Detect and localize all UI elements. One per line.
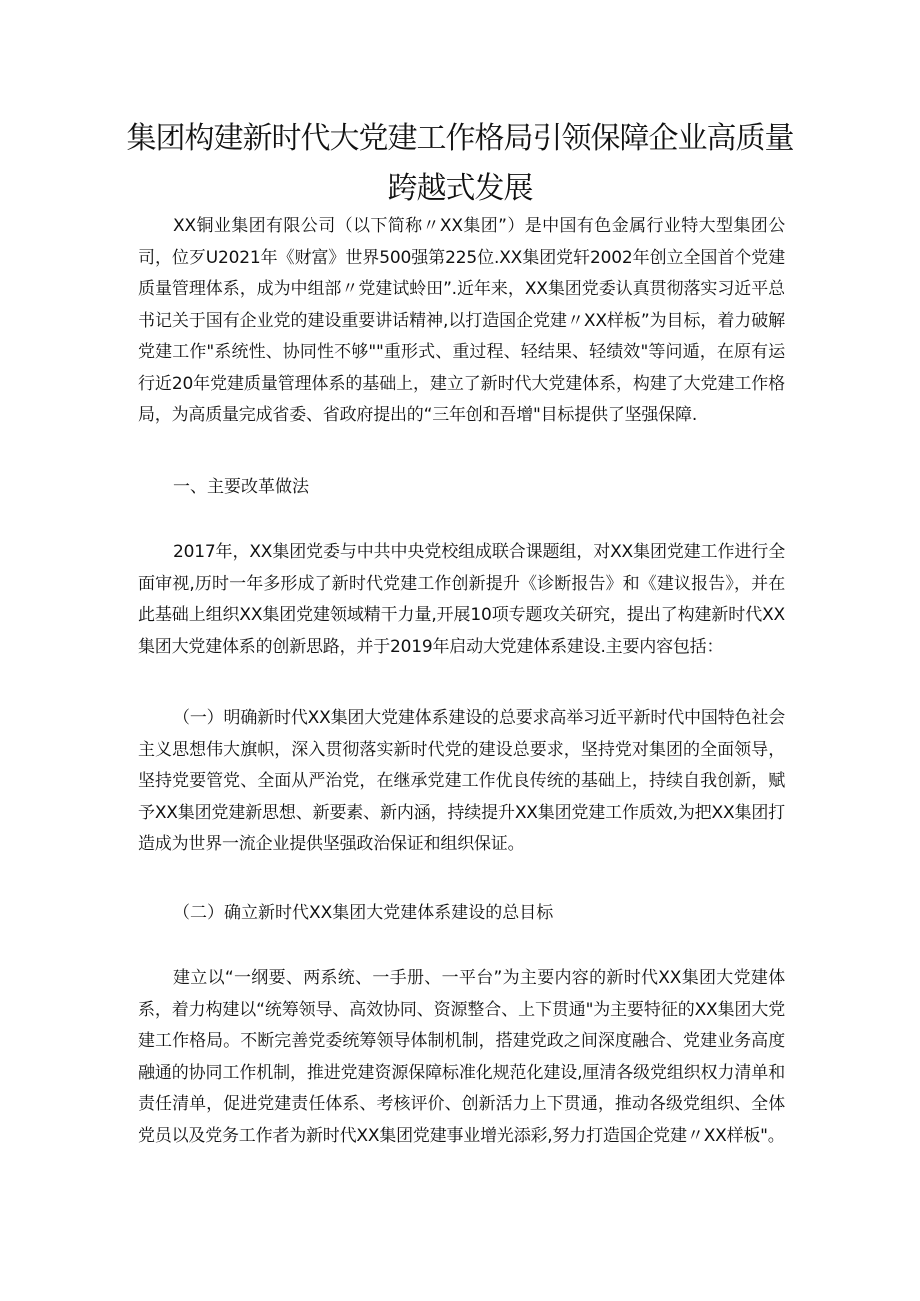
document-title: 集团构建新时代大党建工作格局引领保障企业高质量跨越式发展 bbox=[126, 121, 794, 206]
intro-paragraph: XX铜业集团有限公司（以下简称〃XX集团”）是中国有色金属行业特大型集团公司，位歹U2021年《财富》世界500强第225位.XX集团党轩2002年创立全国首个党建质量管理体系，成为中组部〃党建试蛉田”.近年来，XX集团党委认真贯彻落实习近平总书记关于国有企业党的建设重要讲话精神,以打造国企党建〃XX样板”为目标，着力破解党建工作"系统性、协同性不够""重形式、重过程、轻结果、轻绩效"等问遁，在原有运行近20年党建质量管理体系的基础上，建立了新时代大党建体系，构建了大党建工作格局，为高质量完成省委、省政府提出的“三年创和吾增"目标提供了坚强保障. bbox=[138, 216, 785, 425]
subsection-2-paragraph: 建立以“一纲要、两系统、一手册、一平台”为主要内容的新时代XX集团大党建体系，着力构建以“统筹领导、高效协同、资源整合、上下贯通"为主要特征的XX集团大党建工作格局。不断完善党委统筹领导体制机制，搭建党政之间深度融合、党建业务高度融通的协同工作机制，推进党建资源保障标准化规范化建设,厘清各级党组织权力清单和责任清单，促进党建责任体系、考核评价、创新活力上下贯通，推动各级党组织、全体党员以及党务工作者为新时代XX集团党建事业增光添彩,努力打造国企党建〃XX样板"。 bbox=[138, 968, 785, 1146]
section-1-heading: 一、主要改革做法 bbox=[173, 477, 309, 497]
subsection-2-heading: （二）确立新时代XX集团大党建体系建设的总目标 bbox=[173, 903, 554, 923]
section-1-paragraph: 2017年，XX集团党委与中共中央党校组成联合课题组，对XX集团党建工作进行全面审视,历时一年多形成了新时代党建工作创新提升《诊断报告》和《建议报告》，并在此基础上组织XX集团党建领域精干力量,开展10项专题攻关研究，提出了构建新时代XX集团大党建体系的创新思路，并于2019年启动大党建体系建设.主要内容包括： bbox=[138, 542, 785, 657]
subsection-1-paragraph: （一）明确新时代XX集团大党建体系建设的总要求高举习近平新时代中国特色社会主义思想伟大旗帜，深入贯彻落实新时代党的建设总要求，坚持党对集团的全面领导，坚持党要管党、全面从严治党，在继承党建工作优良传统的基础上，持续自我创新，赋予XX集团党建新思想、新要素、新内涵，持续提升XX集团党建工作质效,为把XX集团打造成为世界一流企业提供坚强政治保证和组织保证。 bbox=[138, 708, 785, 854]
